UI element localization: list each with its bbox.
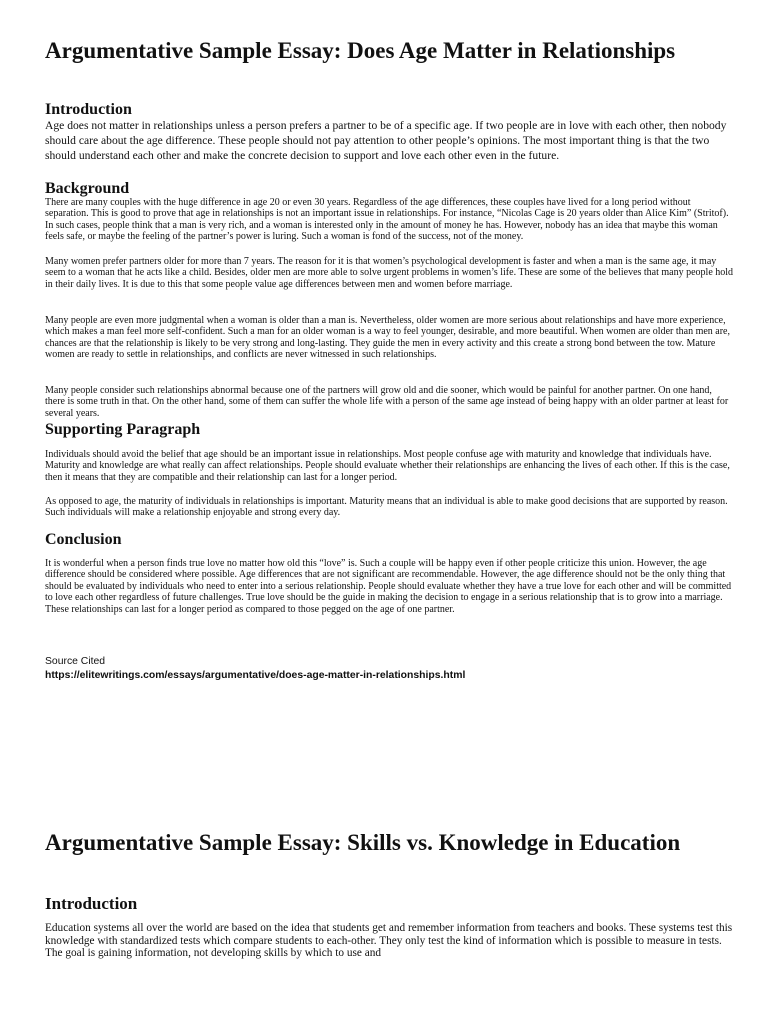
- source-cited: [45, 655, 734, 683]
- essay1-intro-heading: Introduction: [45, 101, 132, 118]
- source-cited-label: Source Cited: [45, 656, 106, 667]
- essay1-supporting-p1: Individuals should avoid the belief that age should be an important issue in relationships. Most people confuse age with maturity and knowledge that individuals have. Maturity and knowledge are what really can affect relationships. People should evaluate whether their relationships are enhancing the lives of each other. If this is the case, then it means that they are compatible and their relationship can last for a longer period.: [45, 449, 730, 483]
- essay2-intro-heading: Introduction: [45, 894, 138, 913]
- essay1-conclusion-text: It is wonderful when a person finds true love no matter how old this “love” is. Such a couple will be happy even if other people criticize this union. However, the age difference should be considered where possible. Age differences that are not significant are recommendable. However, the age difference should not be the only thing that should be evaluated by individuals who need to enter into a serious relationship. People should evaluate whether they have a true love for each other and will be committed to love each other regardless of future challenges. True love should be the guide in making the decision to engage in a serious relationship that is to grow into a marriage. These relationships can last for a longer period as compared to those pegged on the age of one partner.: [45, 558, 732, 615]
- essay2-intro-text: Education systems all over the world are based on the idea that students get and remember information from teachers and books. These systems test this knowledge with standardized tests which compare students to each-other. They only test the kind of information which is possible to measure in tests. The goal is gaining information, not developing skills by which to use and: [45, 922, 733, 960]
- essay1-intro-text: Age does not matter in relationships unless a person prefers a partner to be of a specific age. If two people are in love with each other, then nobody should care about the age difference. These people should not pay attention to other people’s opinions. The most important thing is that the two should understand each other and make the concrete decision to support and love each other even in the future.: [45, 119, 727, 162]
- essay1-background-p1: There are many couples with the huge difference in age 20 or even 30 years. Regardless of the age differences, these couples have lived for a long period without separation. This is good to prove that age in relationships is not an important issue in relationships. For instance, “Nicolas Cage is 20 years older than Alice Kim” (Stritof). In such cases, people think that a man is very rich, and a woman is interested only in the amount of money he has. However, nobody has an idea that maybe this woman feels safe, or maybe the feeling of the partner’s power is luring. Such a woman is fond of the success, not of the money.: [45, 197, 729, 243]
- essay2-title: Argumentative Sample Essay: Skills vs. Knowledge in Education: [45, 830, 681, 855]
- essay1-title: Argumentative Sample Essay: Does Age Matter in Relationships: [45, 38, 676, 63]
- essay1-conclusion-heading: Conclusion: [45, 531, 122, 548]
- essay1-background-p3: Many people are even more judgmental when a woman is older than a man is. Nevertheless, older women are more serious about relationships and have more experience, which makes a man feel more self-confident. Such a man for an older woman is a way to feel younger, desirable, and more beautiful. When women are older than men are, chances are that the relationship is likely to be very strong and long-lasting. They guide the men in every activity and this create a strong bond between the tow. Mature women are ready to settle in relationships, and conflicts are never witnessed in such relationships.: [45, 315, 730, 361]
- essay1-background-p2: Many women prefer partners older for more than 7 years. The reason for it is that women’s psychological development is faster and when a man is the same age, it may seem to a woman that he acts like a child. Besides, older men are more able to solve urgent problems in women’s life. These are some of the believes that many people hold in their daily lives. It is due to this that some people value age differences between men and women before marriage.: [45, 256, 734, 290]
- essay1-background-p4: Many people consider such relationships abnormal because one of the partners will grow old and die sooner, which would be painful for another partner. On one hand, there is some truth in that. On the other hand, some of them can suffer the whole life with a person of the same age instead of being happy with an older partner at least for several years.: [45, 385, 729, 419]
- essay1-supporting-p2: As opposed to age, the maturity of individuals in relationships is important. Maturity means that an individual is able to make good decisions that are supported by reason. Such individuals will make a relationship enjoyable and strong every day.: [45, 496, 728, 519]
- source-url-link[interactable]: https://elitewritings.com/essays/argumentative/does-age-matter-in-relationships.html: [45, 670, 466, 681]
- essay1-supporting-heading: Supporting Paragraph: [45, 421, 201, 438]
- essay1-background-heading: Background: [45, 180, 130, 197]
